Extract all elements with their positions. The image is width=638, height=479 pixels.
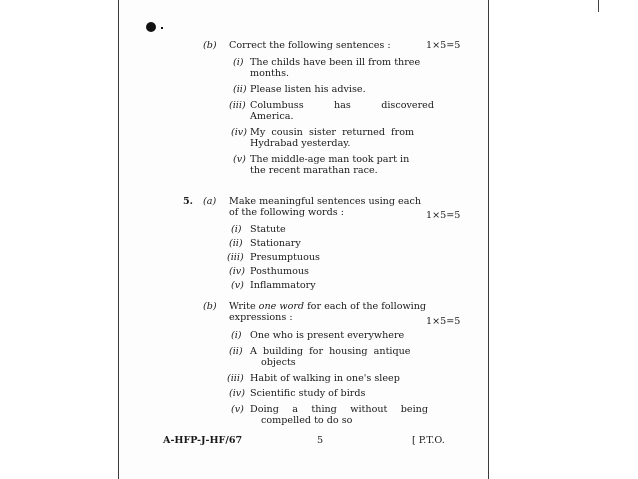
question-number: 5. [183,196,194,207]
sentence-line: The middle-age man took part in [250,154,410,165]
item-number: (iii) [227,373,244,384]
word-item: Stationary [250,238,301,249]
word-item: Statute [250,224,286,235]
item-number: (iv) [231,127,247,138]
page-right-edge [488,0,489,479]
item-number: (iv) [229,388,245,399]
item-number: (iii) [229,100,246,111]
word-item: Presumptuous [250,252,320,263]
part-b-heading: expressions : [229,312,293,323]
part-b-heading [229,301,426,312]
word: being [400,404,428,415]
item-number: (v) [231,280,244,291]
item-number: (v) [233,154,246,165]
expression-line: A building for housing antique [250,346,411,357]
corner-mark [598,0,599,12]
expression-line: Habit of walking in one's sleep [250,373,400,384]
item-number: (iii) [227,252,244,263]
sentence-line-justified [250,100,434,111]
sentence-line: months. [250,68,290,79]
word: a [292,404,298,415]
paper-code: A-HFP-J-HF/67 [163,435,243,446]
section-b1-label: (b) [203,40,217,51]
word-item: Inflammatory [250,280,316,291]
item-number: (ii) [229,346,243,357]
part-a-heading: of the following words : [229,207,344,218]
word: Columbuss [250,100,304,111]
part-a-heading: Make meaningful sentences using each [229,196,421,207]
section-b1-marks: 1×5=5 [426,40,461,51]
word: Doing [250,404,279,415]
item-number: (v) [231,404,244,415]
part-a-marks: 1×5=5 [426,210,461,221]
item-number: (i) [231,224,242,235]
bullet-dot-icon [146,22,156,32]
item-number: (ii) [233,84,247,95]
item-number: (iv) [229,266,245,277]
small-dot-icon [161,27,163,29]
item-number: (ii) [229,238,243,249]
page-number: 5 [317,435,324,446]
word: discovered [381,100,434,111]
word: without [350,404,388,415]
word-item: Posthumous [250,266,309,277]
word: has [334,100,351,111]
sentence-line: The childs have been ill from three [250,57,421,68]
page-left-edge [118,0,119,479]
item-number: (i) [231,330,242,341]
part-b-label: (b) [203,301,217,312]
section-b1-heading: Correct the following sentences : [229,40,391,51]
heading-emphasis: one word [258,301,305,312]
sentence-line: Hydrabad yesterday. [250,138,351,149]
word: thing [311,404,337,415]
sentence-line: My cousin sister returned from [250,127,415,138]
expression-line: objects [261,357,296,368]
heading-text: Write [229,301,259,312]
item-number: (i) [233,57,244,68]
sentence-line: Please listen his advise. [250,84,366,95]
expression-line: Scientific study of birds [250,388,366,399]
expression-line: compelled to do so [261,415,353,426]
part-a-label: (a) [203,196,217,207]
heading-text: for each of the following [304,301,427,312]
pto-label: [ P.T.O. [412,435,445,446]
sentence-line: America. [250,111,294,122]
expression-line-justified [250,404,428,415]
expression-line: One who is present everywhere [250,330,405,341]
sentence-line: the recent marathan race. [250,165,378,176]
part-b-marks: 1×5=5 [426,316,461,327]
